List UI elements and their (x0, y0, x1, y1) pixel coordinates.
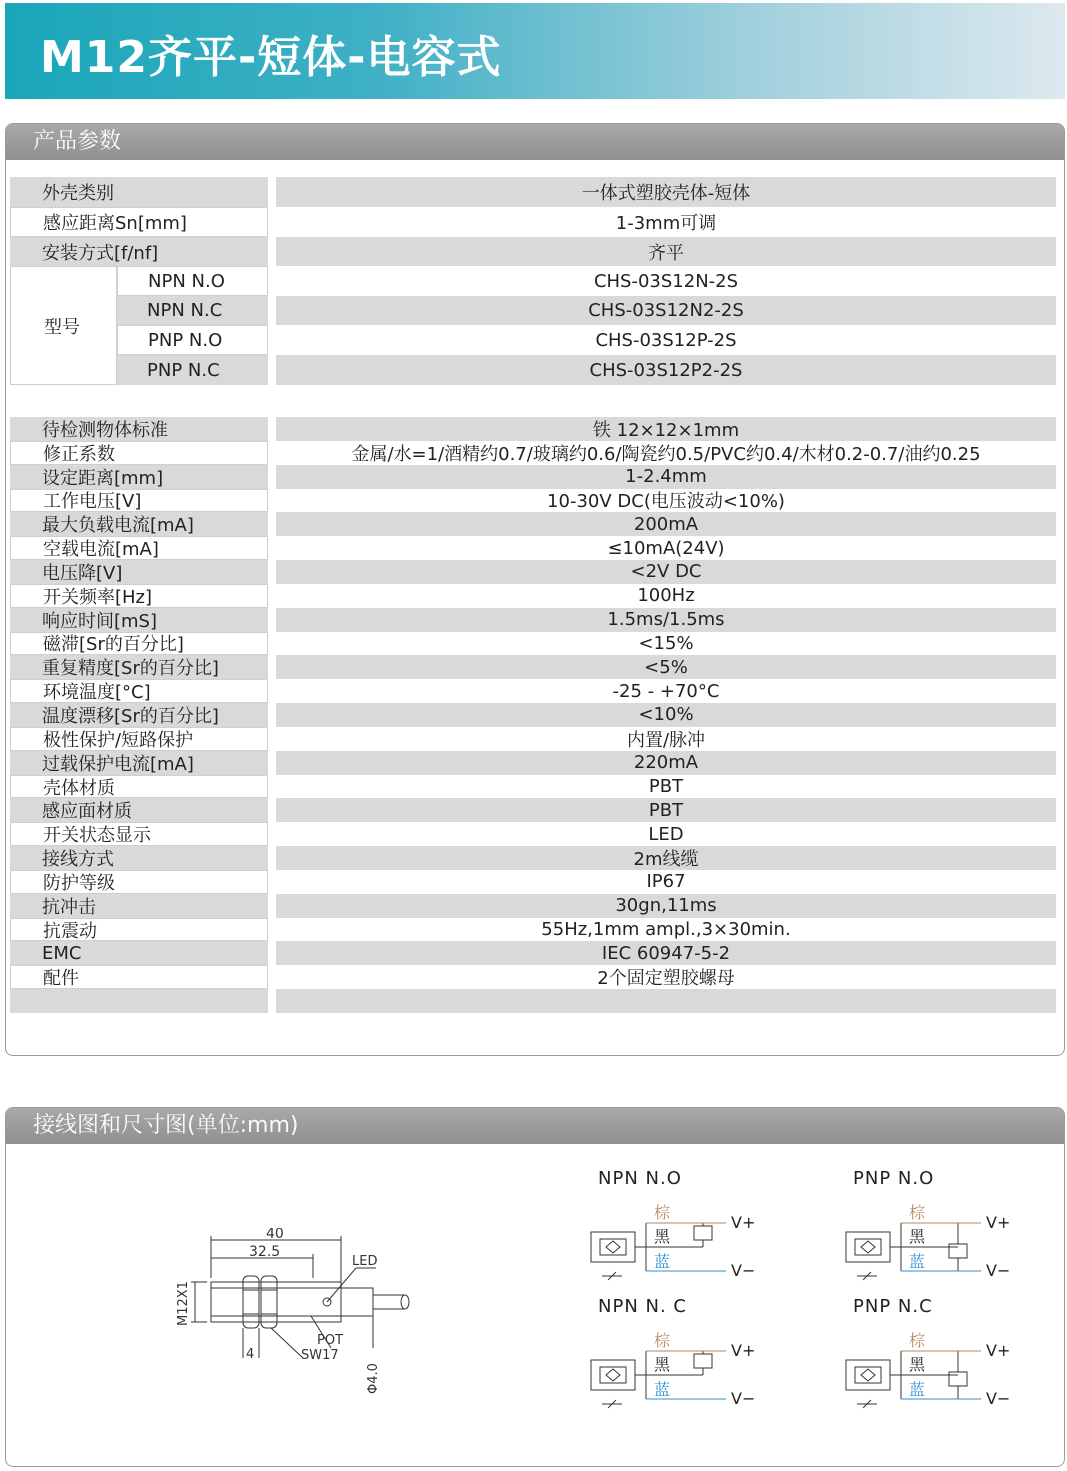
param-row (10, 941, 1058, 965)
vplus-label: V+ (731, 1341, 756, 1360)
vplus-label: V+ (986, 1341, 1011, 1360)
wire-brown-label: 棕 (909, 1331, 926, 1350)
param-label: 修正系数 (10, 441, 268, 465)
wiring-heading (6, 1108, 1064, 1144)
param-label: 抗震动 (10, 918, 268, 942)
param-value: <10% (276, 703, 1056, 727)
model-type-text: NPN N.O (148, 270, 225, 292)
param-value: 30gn,11ms (276, 894, 1056, 918)
param-row (10, 989, 1058, 1013)
param-row (10, 207, 1058, 237)
param-row (10, 894, 1058, 918)
param-value: <5% (276, 655, 1056, 679)
param-value: <2V DC (276, 560, 1056, 584)
wire-brown-label: 棕 (654, 1203, 671, 1222)
param-row (10, 512, 1058, 536)
wiring-title: PNP N.C (853, 1296, 933, 1317)
param-label: 重复精度[Sr的百分比] (10, 655, 268, 679)
dim-wrench: SW17 (301, 1348, 339, 1363)
wire-blue-label: 蓝 (654, 1252, 671, 1271)
param-value: 10-30V DC(电压波动<10%) (547, 491, 785, 513)
model-row (10, 296, 1058, 325)
dim-thread-length: 32.5 (249, 1244, 281, 1260)
wire-blue-label: 蓝 (654, 1380, 671, 1399)
param-value: 铁 12×12×1mm (276, 417, 1056, 441)
param-row (10, 655, 1058, 679)
param-label: 最大负载电流[mA] (10, 512, 268, 536)
param-label: 待检测物体标准 (10, 417, 268, 441)
param-value: 金属/水=1/酒精约0.7/玻璃约0.6/陶瓷约0.5/PVC约0.4/木材0.2-0.7/油约0.25 (351, 443, 981, 465)
param-value: 内置/脉冲 (626, 729, 706, 751)
param-value: PBT (276, 798, 1056, 822)
param-row (10, 798, 1058, 822)
wire-black-label: 黑 (654, 1227, 671, 1246)
wiring-heading-text: 接线图和尺寸图 (33, 1113, 188, 1138)
param-label: 过载保护电流[mA] (10, 751, 268, 775)
wire-blue-label: 蓝 (909, 1380, 926, 1399)
params-table-basic (10, 177, 1058, 387)
param-row (10, 775, 1058, 799)
vminus-label: V− (731, 1389, 756, 1408)
param-row (10, 703, 1058, 727)
param-row (10, 536, 1058, 560)
dim-cable: Φ4.0 (366, 1363, 381, 1394)
param-value: 齐平 (276, 237, 1056, 266)
param-value: 1.5ms/1.5ms (276, 608, 1056, 632)
param-label: 极性保护/短路保护 (10, 727, 268, 751)
param-value: 1-3mm可调 (615, 213, 717, 234)
model-row (10, 325, 1058, 355)
param-row (10, 918, 1058, 942)
wiring-diagram (586, 1324, 796, 1414)
vminus-label: V− (986, 1389, 1011, 1408)
param-label (10, 989, 268, 1013)
model-type-text: NPN N.C (147, 300, 223, 321)
dim-length: 40 (266, 1228, 284, 1242)
param-row (10, 237, 1058, 266)
param-row (10, 177, 1058, 207)
dim-thread: M12X1 (176, 1281, 191, 1326)
param-row (10, 560, 1058, 584)
param-label: 空载电流[mA] (10, 536, 268, 560)
model-row (10, 266, 1058, 296)
wire-brown-label: 棕 (909, 1203, 926, 1222)
model-value: CHS-03S12N2-2S (276, 296, 1056, 325)
param-label: 开关状态显示 (10, 822, 268, 846)
param-value: IP67 (646, 871, 686, 893)
model-value: CHS-03S12P-2S (595, 329, 737, 351)
params-table-specs (10, 417, 1058, 1013)
param-label: 温度漂移[Sr的百分比] (10, 703, 268, 727)
param-row (10, 608, 1058, 632)
wiring-title: PNP N.O (853, 1168, 935, 1189)
param-label: 磁滞[Sr的百分比] (10, 632, 268, 656)
param-label: 感应距离Sn[mm] (10, 207, 268, 237)
param-value: 100Hz (637, 585, 695, 607)
param-value: LED (648, 823, 684, 845)
param-value: IEC 60947-5-2 (276, 941, 1056, 965)
model-type-text: PNP N.O (148, 329, 223, 351)
param-label: 接线方式 (10, 846, 268, 870)
param-label: 环境温度[°C] (10, 679, 268, 703)
param-row (10, 417, 1058, 441)
dimension-drawing (151, 1228, 451, 1428)
param-label: 配件 (10, 965, 268, 989)
param-value: <15% (638, 632, 694, 654)
param-row (10, 751, 1058, 775)
wiring-diagram (841, 1196, 1051, 1286)
model-type-text: PNP N.C (147, 359, 220, 381)
param-row (10, 441, 1058, 465)
wire-black-label: 黑 (654, 1355, 671, 1374)
param-label: 抗冲击 (10, 894, 268, 918)
param-value: PBT (648, 776, 684, 797)
param-row (10, 846, 1058, 870)
param-row (10, 584, 1058, 608)
param-value: 一体式塑胶壳体-短体 (276, 177, 1056, 207)
params-heading: 产品参数 (6, 124, 1064, 160)
param-label: 响应时间[mS] (10, 608, 268, 632)
param-value: -25 - +70°C (612, 680, 720, 702)
param-row (10, 965, 1058, 989)
model-label-text: 型号 (44, 316, 80, 338)
wiring-heading-unit: (单位:mm) (187, 1113, 299, 1138)
param-row (10, 870, 1058, 894)
param-value: 220mA (276, 751, 1056, 775)
wiring-diagram (841, 1324, 1051, 1414)
wiring-title: NPN N. C (598, 1296, 687, 1317)
param-value: 200mA (276, 512, 1056, 536)
param-row (10, 632, 1058, 656)
param-label: 安装方式[f/nf] (10, 237, 268, 266)
dim-led: LED (352, 1254, 378, 1269)
param-label: 工作电压[V] (10, 489, 268, 513)
vminus-label: V− (731, 1261, 756, 1280)
wire-brown-label: 棕 (654, 1331, 671, 1350)
param-value: 55Hz,1mm ampl.,3×30min. (541, 919, 791, 941)
param-row (10, 822, 1058, 846)
wire-blue-label: 蓝 (909, 1252, 926, 1271)
param-row (10, 465, 1058, 489)
param-label: 电压降[V] (10, 560, 268, 584)
dim-nut-width: 4 (246, 1347, 255, 1362)
param-value: ≤10mA(24V) (607, 537, 725, 559)
param-label: 感应面材质 (10, 798, 268, 822)
title-banner (5, 3, 1065, 99)
dim-pot: POT (317, 1333, 344, 1348)
param-value (276, 989, 1056, 1013)
param-row (10, 727, 1058, 751)
wire-black-label: 黑 (909, 1227, 926, 1246)
model-row (10, 355, 1058, 385)
params-section (5, 123, 1065, 1056)
param-value: 2m线缆 (276, 846, 1056, 870)
wire-black-label: 黑 (909, 1355, 926, 1374)
param-label: 壳体材质 (10, 775, 268, 799)
vplus-label: V+ (731, 1213, 756, 1232)
wiring-title: NPN N.O (598, 1168, 682, 1189)
wiring-diagram (586, 1196, 796, 1286)
param-label: 设定距离[mm] (10, 465, 268, 489)
param-row (10, 489, 1058, 513)
param-label: 开关频率[Hz] (10, 584, 268, 608)
param-row (10, 679, 1058, 703)
param-label: 外壳类别 (10, 177, 268, 207)
param-label: EMC (10, 941, 268, 965)
vminus-label: V− (986, 1261, 1011, 1280)
model-value: CHS-03S12N-2S (593, 270, 739, 292)
param-label: 防护等级 (10, 870, 268, 894)
page-title: M12齐平-短体-电容式 (40, 32, 502, 83)
param-value: 1-2.4mm (276, 465, 1056, 489)
param-value: 2个固定塑胶螺母 (597, 968, 735, 990)
model-value: CHS-03S12P2-2S (276, 355, 1056, 385)
wiring-section (5, 1107, 1065, 1467)
vplus-label: V+ (986, 1213, 1011, 1232)
